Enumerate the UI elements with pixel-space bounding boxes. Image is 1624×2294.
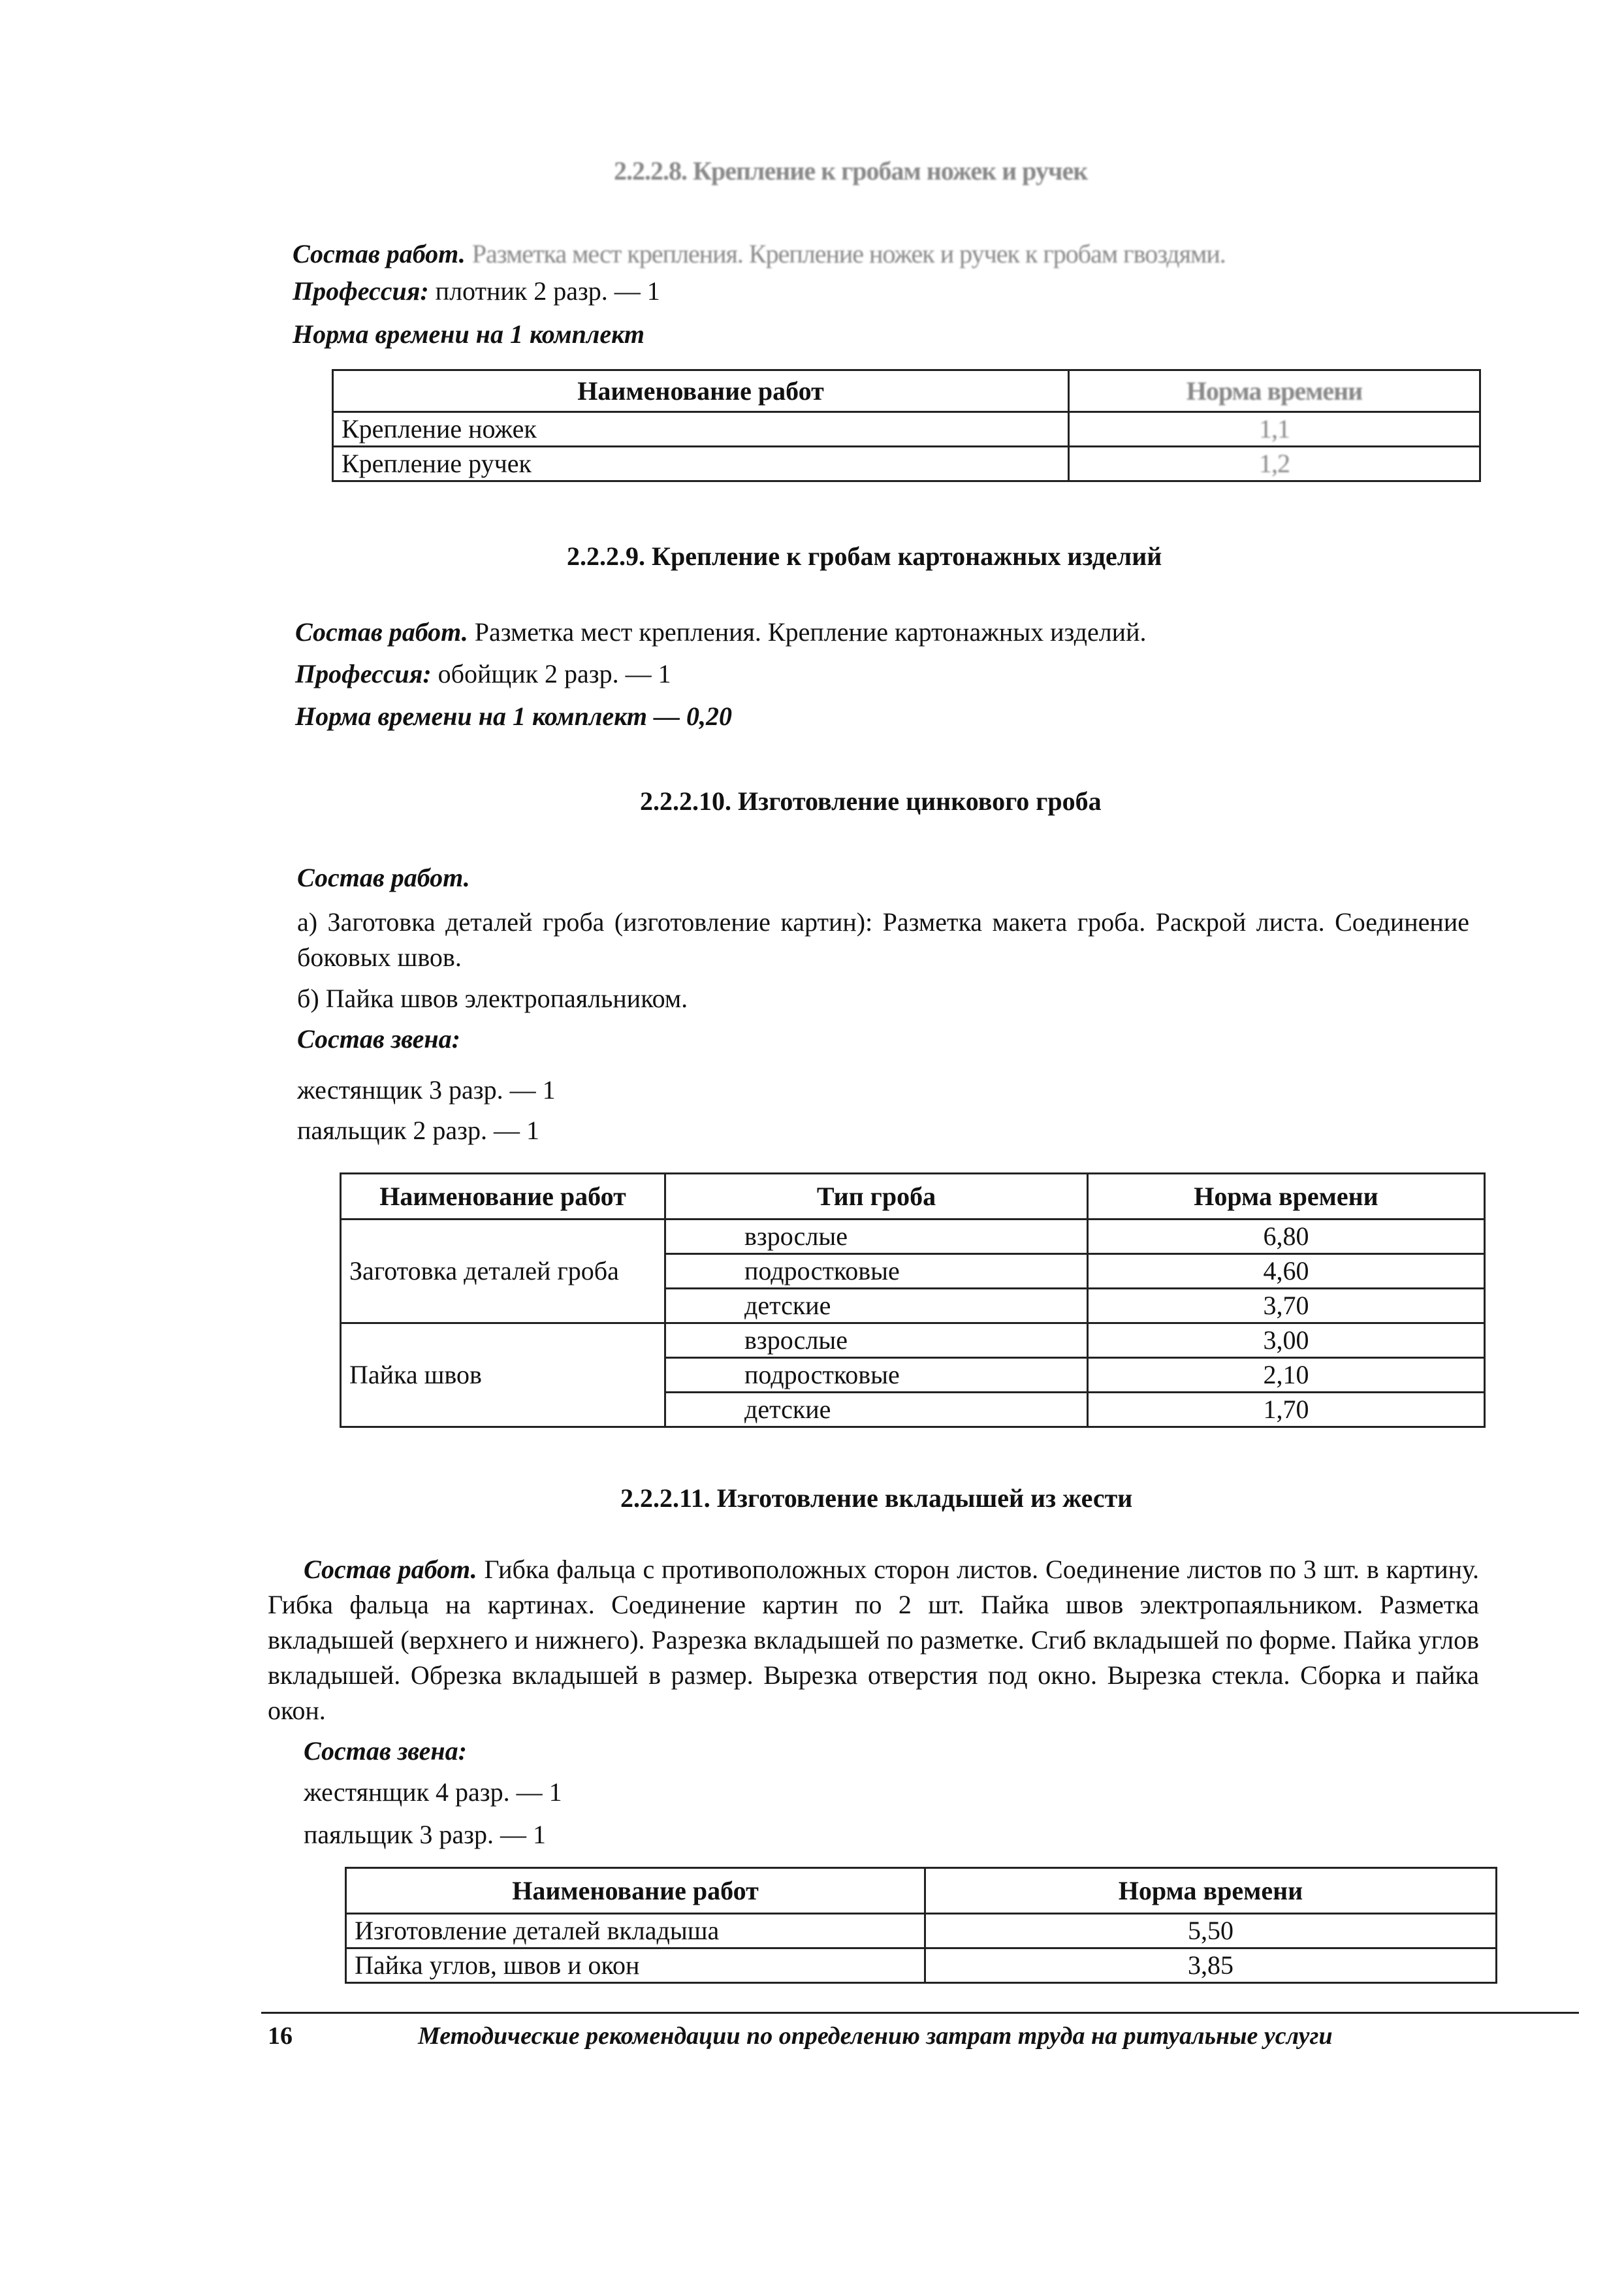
composition-label: Состав работ. — [293, 239, 466, 268]
col-header-norm: Норма времени — [1088, 1174, 1485, 1220]
table-row: подростковые 2,10 — [341, 1358, 1485, 1393]
table-2210 — [340, 1172, 1486, 1428]
profession-line-2228 — [293, 276, 660, 306]
profession-label: Профессия: — [293, 276, 429, 306]
norm-label-2229: Норма времени на 1 комплект — 0,20 — [295, 702, 732, 731]
table-row: Пайка углов, швов и окон 3,85 — [346, 1948, 1497, 1983]
group-name: Пайка швов — [341, 1323, 665, 1427]
crew-member: жестянщик 3 разр. — 1 — [297, 1075, 556, 1105]
section-heading-2228: 2.2.2.8. Крепление к гробам ножек и ручек — [614, 156, 1088, 186]
crew-label-2210: Состав звена: — [297, 1024, 460, 1054]
section-heading-2211: 2.2.2.11. Изготовление вкладышей из жести — [620, 1483, 1133, 1513]
norm-label-2228: Норма времени на 1 комплект — [293, 319, 645, 349]
composition-text: Разметка мест крепления. Крепление ножек и ручек к гробам гвоздями. — [471, 239, 1226, 268]
group-name: Заготовка деталей гроба — [341, 1220, 665, 1323]
profession-text: плотник 2 разр. — 1 — [435, 276, 660, 306]
crew-member: жестянщик 4 разр. — 1 — [304, 1777, 562, 1807]
table-2228 — [332, 369, 1481, 482]
col-header-name: Наименование работ — [333, 370, 1069, 412]
col-header-name: Наименование работ — [341, 1174, 665, 1220]
section-heading-2229: 2.2.2.9. Крепление к гробам картонажных изделий — [567, 541, 1162, 571]
composition-paragraph-2211: Состав работ. Гибка фальца с противоположных сторон листов. Соединение листов по 3 шт. в картину. Гибка фальца на картинах. Соединение картин по 2 шт. Пайка швов электропаяльником. Разметка вкладышей (верхнего и нижнего). Разрезка вкладышей по разметке. Сгиб вкладышей по форме. Пайка углов вкладышей. Обрезка вкладышей в размер. Вырезка отверстия под окно. Вырезка стекла. Сборка и пайка окон. — [268, 1555, 1480, 1725]
table-row: детские 3,70 — [341, 1289, 1485, 1323]
running-title: Методические рекомендации по определению затрат труда на ритуальные услуги — [418, 2022, 1333, 2050]
composition-line-2229: Состав работ. Разметка мест крепления. Крепление картонажных изделий. — [295, 617, 1147, 647]
table-row: Пайка швов взрослые 3,00 — [341, 1323, 1485, 1358]
footer-rule — [261, 2012, 1579, 2014]
page-number: 16 — [268, 2022, 293, 2050]
profession-line-2229: Профессия: обойщик 2 разр. — 1 — [295, 659, 671, 688]
col-header-name: Наименование работ — [346, 1868, 925, 1914]
composition-line-2228 — [293, 238, 1226, 269]
table-row: Изготовление деталей вкладыша 5,50 — [346, 1914, 1497, 1948]
crew-label-2211: Состав звена: — [304, 1736, 467, 1766]
item-a: а) Заготовка деталей гроба (изготовление картин): Разметка макета гроба. Раскрой листа. Соединение боковых швов. — [297, 907, 1469, 972]
table-row: Крепление ножек 1,1 — [333, 412, 1480, 447]
table-row: Заготовка деталей гроба взрослые 6,80 — [341, 1220, 1485, 1254]
section-heading-2210: 2.2.2.10. Изготовление цинкового гроба — [640, 786, 1102, 816]
table-row: подростковые 4,60 — [341, 1254, 1485, 1289]
table-2211 — [345, 1867, 1497, 1984]
table-row: Крепление ручек 1,2 — [333, 447, 1480, 481]
col-header-norm: Норма времени — [925, 1868, 1497, 1914]
composition-label-2210: Состав работ. — [297, 863, 470, 892]
table-row: детские 1,70 — [341, 1393, 1485, 1427]
item-b: б) Пайка швов электропаяльником. — [297, 984, 688, 1013]
crew-member: паяльщик 2 разр. — 1 — [297, 1116, 539, 1145]
col-header-type: Тип гроба — [665, 1174, 1088, 1220]
crew-member: паяльщик 3 разр. — 1 — [304, 1820, 546, 1849]
col-header-norm: Норма времени — [1069, 370, 1480, 412]
